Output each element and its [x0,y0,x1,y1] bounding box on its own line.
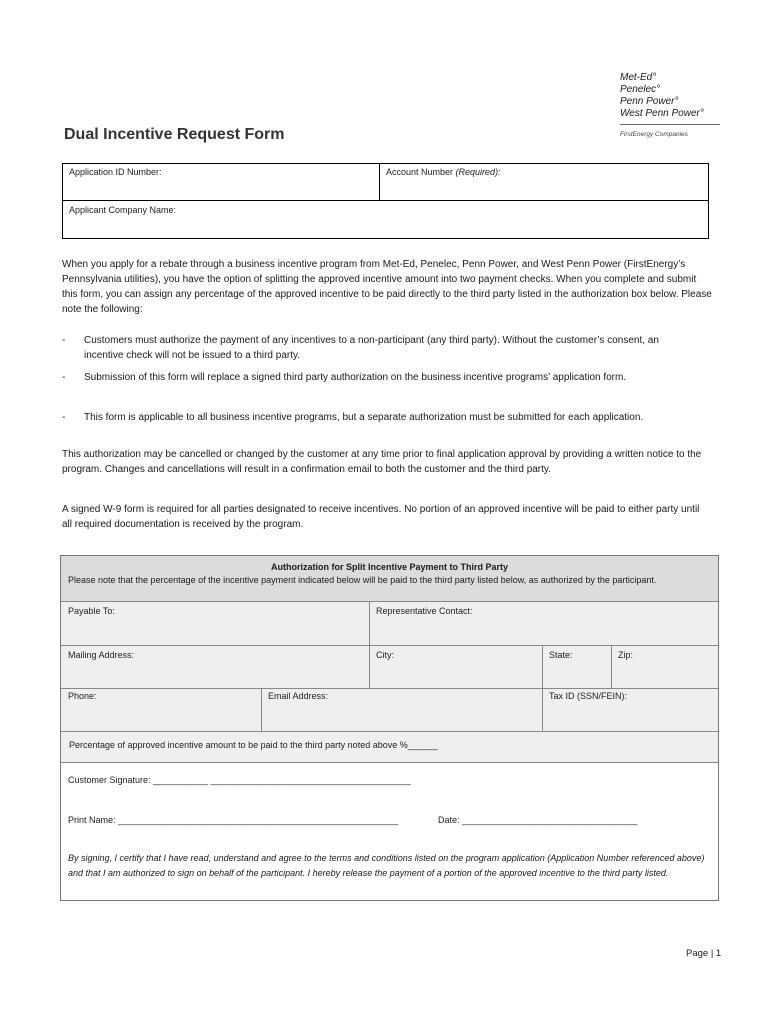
payee-row [61,602,718,646]
brand-penn-power: Penn Power° [620,96,679,107]
customer-signature-field[interactable]: Customer Signature: ___________ ________________________________________ [68,775,411,785]
payable-to-field[interactable]: Payable To: [68,606,115,616]
representative-contact-field[interactable]: Representative Contact: [376,606,473,616]
bullet-dash: - [62,412,66,423]
account-number-field[interactable] [379,163,709,201]
bullet-text: Submission of this form will replace a signed third party authorization on the business incentive programs’ application form. [84,372,627,383]
mailing-address-field[interactable]: Mailing Address: [68,650,135,660]
company-name-field[interactable] [62,200,709,239]
certification-statement: By signing, I certify that I have read, understand and agree to the terms and conditions listed on the program application (Application Number referenced above) and that I am authorized to sign on behalf of the participant. I hereby release the payment of a portion of the approved incentive to the third party listed. [68,853,705,878]
city-field[interactable]: City: [376,650,394,660]
page-number: Page | 1 [686,948,722,959]
application-id-field[interactable] [62,163,380,201]
bullet-text: Customers must authorize the payment of any incentives to a non-participant (any third party). Without the customer’s consent, an incentive check will not be issued to a third party. [84,335,659,361]
account-number-text: Account Number [386,167,454,177]
page-title: Dual Incentive Request Form [64,126,285,143]
contact-row [61,689,718,732]
address-row [61,646,718,689]
email-address-field[interactable]: Email Address: [268,691,329,701]
bullet-dash: - [62,372,66,383]
authorization-box [60,555,719,901]
required-note: (Required): [455,167,501,177]
brand-west-penn-power: West Penn Power° [620,108,704,119]
bullet-text: This form is applicable to all business incentive programs, but a separate authorization must be submitted for each application. [84,412,644,423]
column-divider [542,689,543,731]
logo-divider [620,124,720,125]
application-id-label: Application ID Number: [69,167,162,177]
cancellation-paragraph: This authorization may be cancelled or changed by the customer at any time prior to final application approval by providing a written notice to the program. Changes and cancellations will result in a confirmation email to both the customer and the third party. [62,449,702,475]
authorization-title: Authorization for Split Incentive Payment to Third Party [270,562,509,572]
percentage-row [61,732,718,763]
state-field[interactable]: State: [549,650,573,660]
date-field[interactable]: Date: ___________________________________ [438,815,638,825]
w9-paragraph: A signed W-9 form is required for all parties designated to receive incentives. No portion of an approved incentive will be paid to either party until all required documentation is received by the program. [62,504,700,530]
brand-met-ed: Met-Ed° [620,72,657,83]
company-name-label: Applicant Company Name: [69,205,177,215]
percentage-field[interactable]: Percentage of approved incentive amount to be paid to the third party noted above %______ [69,740,438,750]
column-divider [369,602,370,645]
column-divider [261,689,262,731]
bullet-dash: - [62,335,66,346]
print-name-field[interactable]: Print Name: ________________________________________________________ [68,815,399,825]
column-divider [611,646,612,688]
authorization-header [61,556,718,602]
tax-id-field[interactable]: Tax ID (SSN/FEIN): [549,691,628,701]
account-number-label [386,167,501,177]
company-logo [620,72,720,138]
parent-company: FirstEnergy Companies [620,131,688,138]
brand-penelec: Penelec° [620,84,661,95]
phone-field[interactable]: Phone: [68,691,97,701]
intro-paragraph: When you apply for a rebate through a business incentive program from Met-Ed, Penelec, Penn Power, and West Penn Power (FirstEnergy’s Pennsylvania utilities), you have the option of splitting the approved incentive amount into two payment checks. When you complete and submit this form, you can assign any percentage of the approved incentive to be paid directly to the third party listed in the authorization box below. Please note the following: [62,259,712,315]
column-divider [542,646,543,688]
zip-field[interactable]: Zip: [618,650,634,660]
authorization-note: Please note that the percentage of the incentive payment indicated below will be paid to the third party listed below, as authorized by the participant. [68,575,657,585]
column-divider [369,646,370,688]
